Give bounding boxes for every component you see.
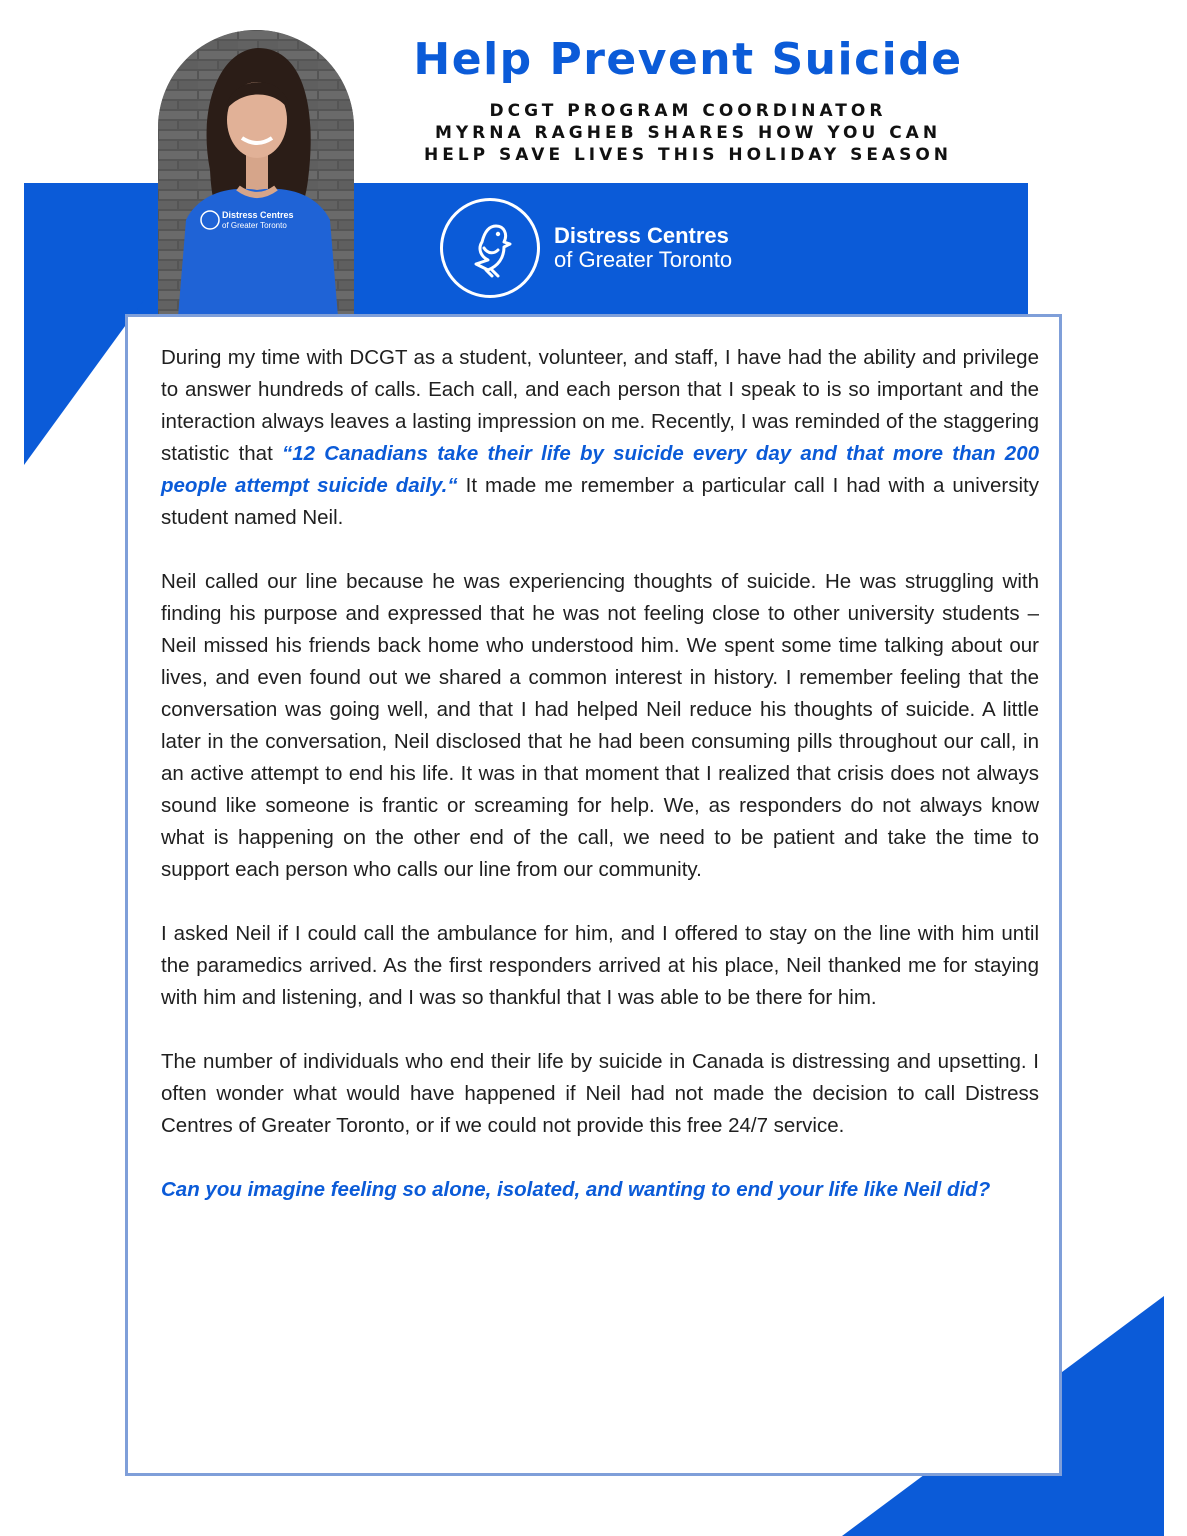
subtitle-line-2: MYRNA RAGHEB SHARES HOW YOU CAN	[434, 123, 942, 143]
statistic-quote: “12 Canadians take their life by suicide every day and that more than 200 people attempt suicide daily.“	[161, 442, 1039, 497]
logo-line-1: Distress Centres	[554, 223, 729, 248]
subtitle	[380, 100, 996, 166]
logo-wordmark	[554, 224, 732, 272]
bird-icon	[458, 216, 522, 280]
logo-circle	[440, 198, 540, 298]
person-photo-icon	[158, 30, 354, 317]
paragraph-2: Neil called our line because he was experiencing thoughts of suicide. He was struggling with finding his purpose and expressed that he was not feeling close to other university students – Neil missed his friends back home who understood him. We spent some time talking about our lives, and even found out we shared a common interest in history. I remember feeling that the conversation was going well, and that I had helped Neil reduce his thoughts of suicide. A little later in the conversation, Neil disclosed that he had been consuming pills throughout our call, in an active attempt to end his life. It was in that moment that I realized that crisis does not always sound like someone is frantic or screaming for help. We, as responders do not always know what is happening on the other end of the call, we need to be patient and take the time to support each person who calls our line from our community.	[161, 570, 1039, 881]
page-title: Help Prevent Suicide	[413, 34, 963, 85]
paragraph-3: I asked Neil if I could call the ambulance for him, and I offered to stay on the line with him until the paramedics arrived. As the first responders arrived at his place, Neil thanked me for staying with him and listening, and I was so thankful that I was able to be there for him.	[161, 922, 1039, 1009]
closing-question: Can you imagine feeling so alone, isolated, and wanting to end your life like Neil did?	[161, 1178, 991, 1201]
organization-logo	[440, 196, 732, 300]
shirt-text-line1: Distress Centres	[222, 210, 294, 220]
article-card	[125, 314, 1062, 1476]
logo-line-2: of Greater Toronto	[554, 247, 733, 272]
subtitle-line-3: HELP SAVE LIVES THIS HOLIDAY SEASON	[423, 145, 953, 165]
paragraph-1-outro: It made me remember a particular call I had with a university student named Neil.	[161, 474, 1039, 529]
paragraph-1-intro: During my time with DCGT as a student, volunteer, and staff, I have had the ability and privilege to answer hundreds of calls. Each call, and each person that I speak to is so important and the interaction always leaves a lasting impression on me. Recently, I was reminded of the staggering statistic that	[161, 346, 1039, 465]
coordinator-photo	[158, 30, 354, 317]
paragraph-4: The number of individuals who end their life by suicide in Canada is distressing and upsetting. I often wonder what would have happened if Neil had not made the decision to call Distress Centres of Greater Toronto, or if we could not provide this free 24/7 service.	[161, 1050, 1039, 1137]
paragraph-1	[161, 342, 1039, 534]
subtitle-line-1: DCGT PROGRAM COORDINATOR	[489, 101, 887, 121]
shirt-text-line2: of Greater Toronto	[222, 221, 287, 230]
